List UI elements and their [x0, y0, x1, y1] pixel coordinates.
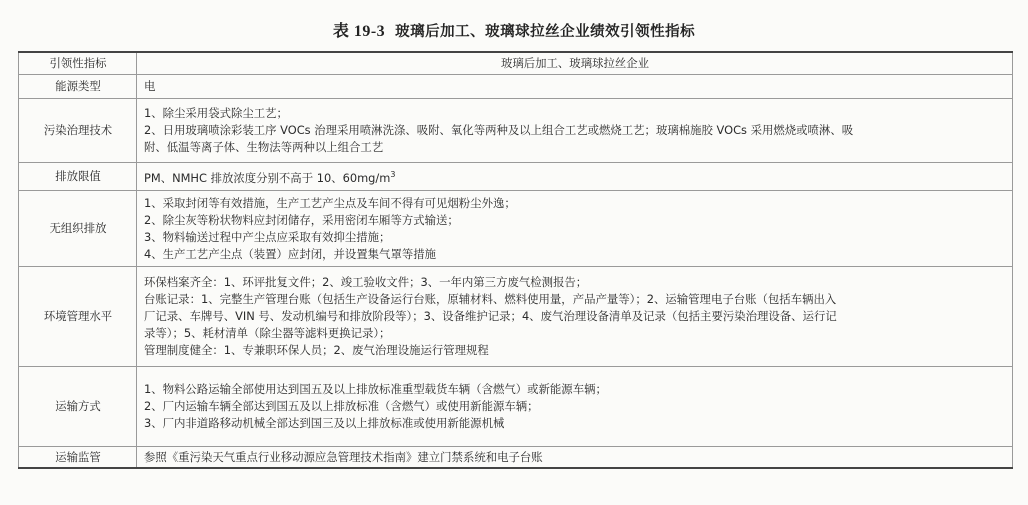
content-line: 2、厂内运输车辆全部达到国五及以上排放标准（含燃气）或使用新能源车辆；: [144, 399, 539, 413]
content-line: 附、低温等离子体、生物法等两种以上组合工艺: [144, 140, 384, 154]
content-line: [144, 166, 1006, 187]
table-row: [19, 98, 1013, 162]
content-line: 录等）；5、耗材清单（除尘器等滤料更换记录）；: [144, 326, 391, 340]
table-row: [19, 446, 1013, 468]
content-line: 台账记录：1、完整生产管理台账（包括生产设备运行台账，原辅材料、燃料使用量，产品产量等）；2、运输管理电子台账（包括车辆出入: [144, 292, 837, 306]
table-row: [19, 190, 1013, 266]
table-number: 表 19-3: [332, 23, 386, 40]
table-caption: [0, 18, 1028, 41]
table-row: [19, 162, 1013, 190]
row-label: 排放限值: [19, 162, 137, 190]
content-line: 1、采取封闭等有效措施，生产工艺产尘点及车间不得有可见烟粉尘外逸；: [144, 195, 516, 210]
table-row: [19, 366, 1013, 446]
content-line: 环保档案齐全：1、环评批复文件；2、竣工验收文件；3、一年内第三方废气检测报告；: [144, 275, 588, 289]
content-line: 厂记录、车牌号、VIN 号、发动机编号和排放阶段等）；3、设备维护记录；4、废气治理设备清单及记录（包括主要污染治理设备、运行记: [144, 309, 837, 323]
row-content: [137, 74, 1013, 98]
content-line: 参照《重污染天气重点行业移动源应急管理技术指南》建立门禁系统和电子台账: [144, 449, 543, 464]
row-label: 环境管理水平: [19, 266, 137, 366]
row-content: [137, 446, 1013, 468]
content-line: 3、物料输送过程中产尘点应采取有效抑尘措施；: [144, 229, 391, 244]
content-line: 3、厂内非道路移动机械全部达到国三及以上排放标准或使用新能源机械: [144, 416, 505, 430]
content-line: 2、除尘灰等粉状物料应封闭储存，采用密闭车厢等方式输送；: [144, 212, 459, 227]
unit-superscript: 3: [390, 170, 396, 180]
content-line: 2、日用玻璃喷涂彩装工序 VOCs 治理采用喷淋洗涤、吸附、氧化等两种及以上组合工艺或燃烧工艺；玻璃棉施胶 VOCs 采用燃烧或喷淋、吸: [144, 123, 854, 137]
row-content: [137, 266, 1013, 366]
table-row: [19, 266, 1013, 366]
content-line: 1、除尘采用袋式除尘工艺；: [144, 106, 288, 120]
table-title: 玻璃后加工、玻璃球拉丝企业绩效引领性指标: [395, 24, 696, 40]
row-label: 运输方式: [19, 366, 137, 446]
row-label: 无组织排放: [19, 190, 137, 266]
row-content: [137, 162, 1013, 190]
content-line: 电: [144, 79, 156, 93]
row-content: [137, 190, 1013, 266]
row-content: [137, 98, 1013, 162]
emission-limit-text: PM、NMHC 排放浓度分别不高于 10、60mg/m: [144, 170, 391, 185]
row-content: [137, 366, 1013, 446]
content-line: 4、生产工艺产尘点（装置）应封闭，并设置集气罩等措施: [144, 246, 437, 261]
header-indicator: 引领性指标: [19, 52, 137, 74]
table-row: [19, 74, 1013, 98]
row-label: 污染治理技术: [19, 98, 137, 162]
indicator-table: [18, 51, 1013, 469]
content-line: 管理制度健全：1、专兼职环保人员；2、废气治理设施运行管理规程: [144, 343, 489, 357]
row-label: 能源类型: [19, 74, 137, 98]
row-label: 运输监管: [19, 446, 137, 468]
content-line: 1、物料公路运输全部使用达到国五及以上排放标准重型载货车辆（含燃气）或新能源车辆；: [144, 382, 607, 396]
header-row: [19, 52, 1013, 74]
header-enterprise: 玻璃后加工、玻璃球拉丝企业: [137, 52, 1013, 74]
